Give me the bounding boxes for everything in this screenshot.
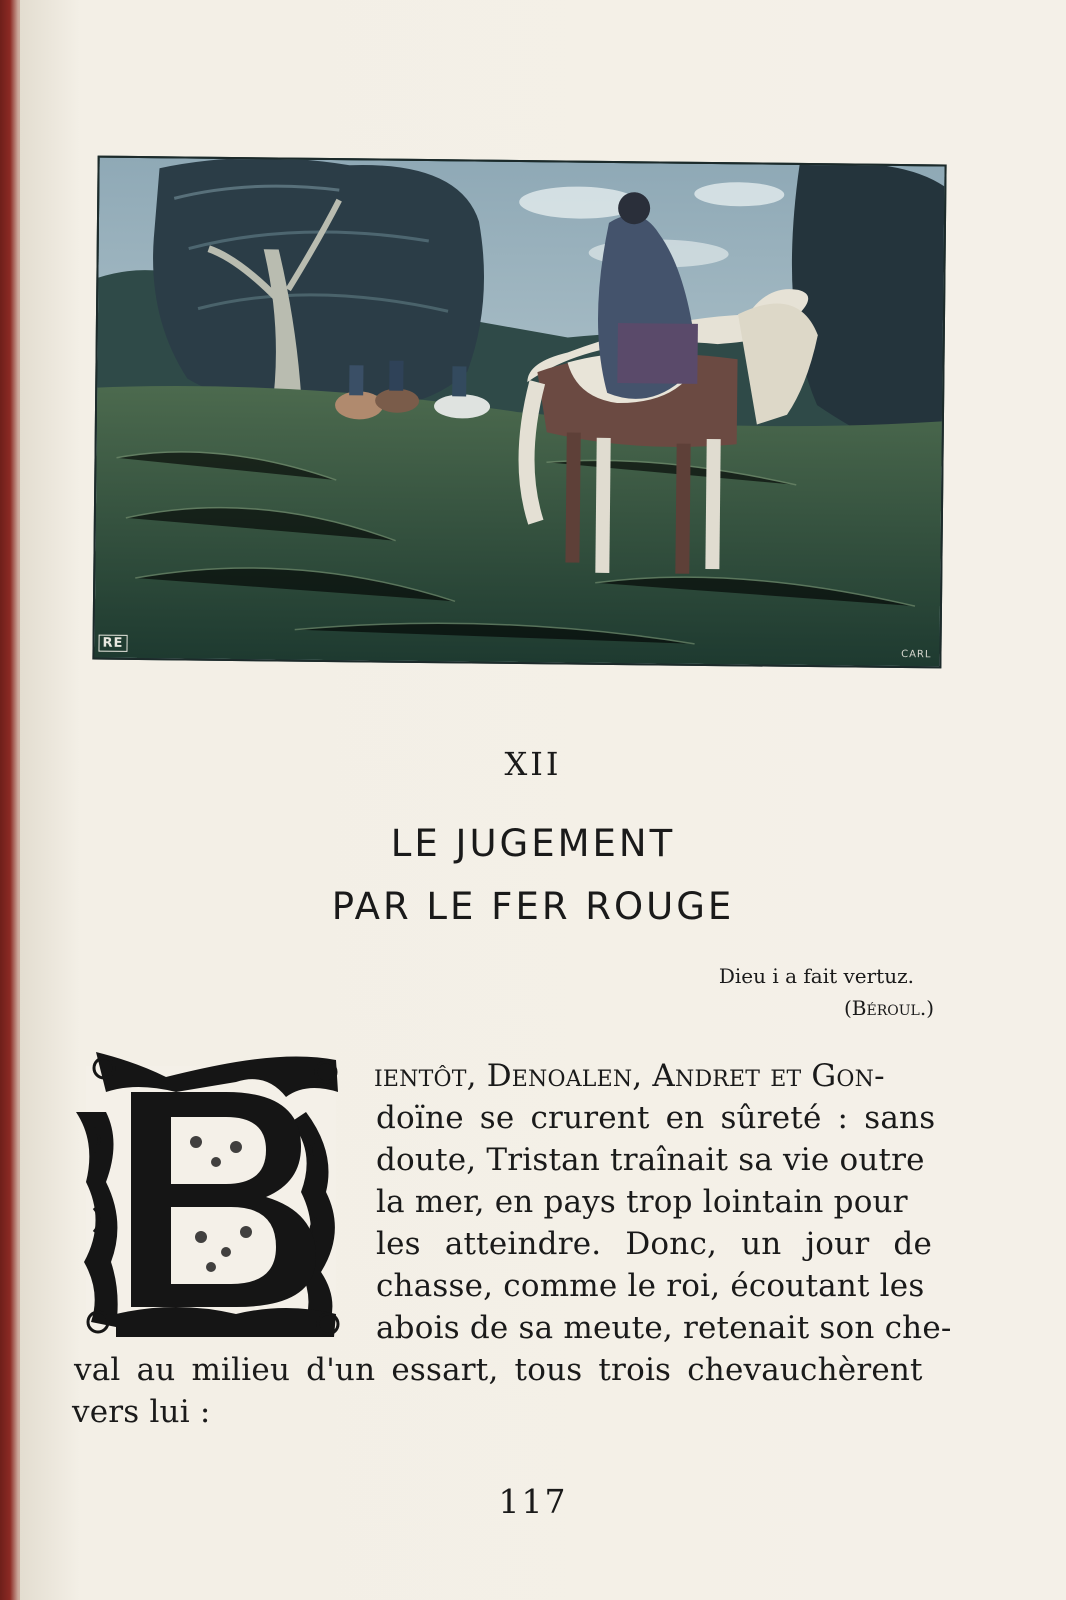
epigraph-source: (Béroul.): [844, 996, 934, 1020]
page-number: 117: [498, 1482, 568, 1521]
dropcap-letter: B: [76, 1052, 77, 1053]
body-line-text: ientôt, Denoalen, Andret et Gon-: [374, 1058, 885, 1094]
epigraph: [718, 960, 934, 1024]
body-line: la mer, en pays trop lointain pour: [376, 1184, 908, 1220]
body-line: [374, 1058, 885, 1094]
woodcut-riders-scene: [94, 158, 944, 667]
ornamental-drop-cap: [76, 1052, 348, 1337]
epigraph-quote: Dieu i a fait vertuz.: [718, 964, 914, 988]
chapter-title-line-2: PAR LE FER ROUGE: [331, 885, 735, 928]
body-line: chasse, comme le roi, écoutant les: [376, 1268, 925, 1304]
chapter-number: XII: [504, 745, 562, 783]
body-line: vers lui :: [72, 1394, 211, 1430]
illustrator-monogram: RE: [98, 635, 127, 652]
engraver-signature: CARL: [901, 649, 932, 661]
chapter-title-line-1: LE JUGEMENT: [390, 822, 676, 865]
body-line: abois de sa meute, retenait son che-: [376, 1310, 952, 1346]
body-line: val au milieu d'un essart, tous trois chevauchèrent: [74, 1352, 923, 1388]
body-line: doïne se crurent en sûreté : sans: [376, 1100, 936, 1136]
body-line: les atteindre. Donc, un jour de: [376, 1226, 933, 1262]
body-line: doute, Tristan traînait sa vie outre: [376, 1142, 925, 1178]
chapter-illustration: [92, 156, 946, 669]
